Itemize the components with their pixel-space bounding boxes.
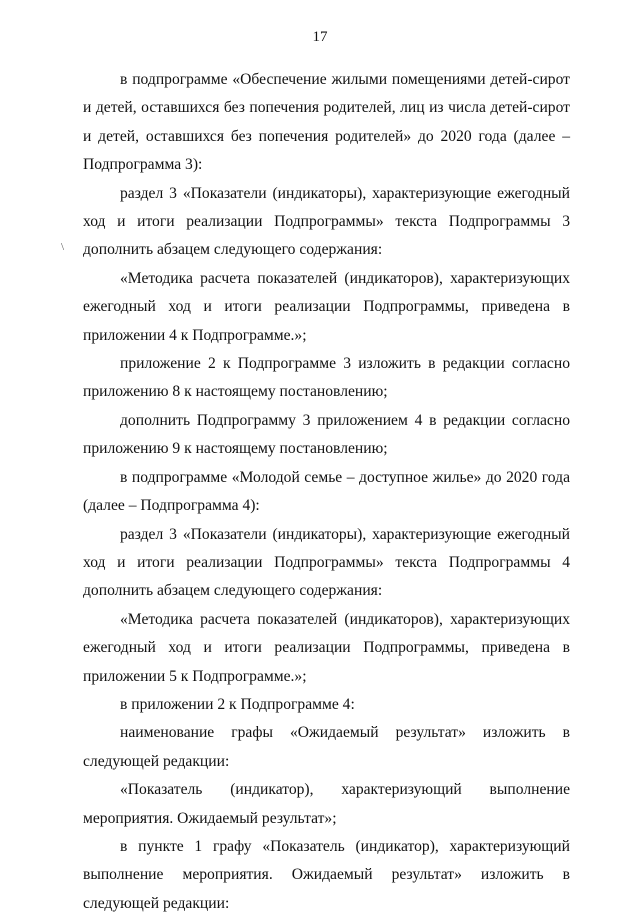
paragraph-section-3-sp4: раздел 3 «Показатели (индикаторы), характеризующие ежегодный ход и итоги реализации Подпрограммы» текста Подпрограммы 4 дополнить абзацем следующего содержания:: [83, 525, 570, 600]
paragraph-item-1: в пункте 1 графу «Показатель (индикатор), характеризующий выполнение мероприятия. Ожидаемый результат» изложить в следующей редакции:: [83, 837, 570, 912]
paragraph-appendix-2-sp3: приложение 2 к Подпрограмме 3 изложить в редакции согласно приложению 8 к настоящему постановлению;: [83, 355, 570, 401]
paragraph-section-3-sp3: раздел 3 «Показатели (индикаторы), характеризующие ежегодный ход и итоги реализации Подпрограммы» текста Подпрограммы 3 дополнить абзацем следующего содержания:: [83, 184, 570, 259]
body-text: [83, 66, 570, 918]
page-number: 17: [312, 29, 328, 45]
paragraph-column-name: наименование графы «Ожидаемый результат» изложить в следующей редакции:: [83, 724, 570, 770]
paragraph-indicator-quote: «Показатель (индикатор), характеризующий выполнение мероприятия. Ожидаемый результат»;: [83, 781, 570, 827]
paragraph-method-quote-sp3: «Методика расчета показателей (индикаторов), характеризующих ежегодный ход и итоги реализации Подпрограммы, приведена в приложении 4 к Подпрограмме.»;: [83, 269, 570, 344]
margin-mark: \: [61, 241, 65, 253]
paragraph-method-quote-sp4: «Методика расчета показателей (индикаторов), характеризующих ежегодный ход и итоги реализации Подпрограммы, приведена в приложении 5 к Подпрограмме.»;: [83, 610, 570, 685]
paragraph-appendix-4-sp3: дополнить Подпрограмму 3 приложением 4 в редакции согласно приложению 9 к настоящему постановлению;: [83, 411, 570, 458]
paragraph-subprogram-4: в подпрограмме «Молодой семье – доступное жилье» до 2020 года (далее – Подпрограмма 4):: [83, 468, 570, 515]
paragraph-appendix-2-sp4: в приложении 2 к Подпрограмме 4:: [120, 695, 355, 713]
paragraph-subprogram-3: в подпрограмме «Обеспечение жилыми помещениями детей-сирот и детей, оставшихся без попечения родителей, лиц из числа детей-сирот и детей, оставшихся без попечения родителей» до 2020 года (далее – Подпрограмма 3):: [83, 71, 570, 174]
